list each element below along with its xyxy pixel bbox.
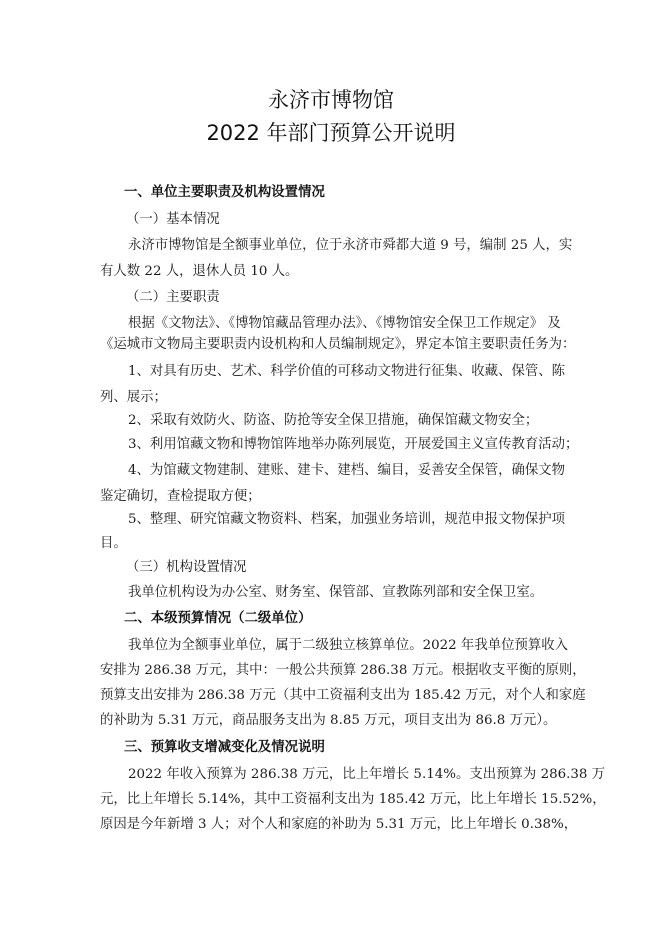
paragraph-line: 2、采取有效防火、防盗、防抢等安全保卫措施，确保馆藏文物安全； (128, 413, 539, 428)
section-1-heading: 一、单位主要职责及机构设置情况 (124, 185, 325, 200)
paragraph-line: 3、利用馆藏文物和博物馆阵地举办陈列展览，开展爱国主义宣传教育活动； (128, 437, 579, 452)
paragraph-line: 目。 (100, 536, 127, 551)
paragraph-line: 安排为 286.38 万元，其中：一般公共预算 286.38 万元。根据收支平衡的原则， (100, 663, 586, 678)
paragraph-line: 我单位为全额事业单位，属于二级独立核算单位。2022 年我单位预算收入 (128, 638, 569, 653)
paragraph-line: 1、对具有历史、艺术、科学价值的可移动文物进行征集、收藏、保管、陈 (128, 364, 566, 379)
subsection-3-heading: （三）机构设置情况 (126, 560, 247, 575)
paragraph-line: 列、展示； (100, 390, 167, 405)
paragraph-line: 有人数 22 人，退休人员 10 人。 (100, 264, 299, 279)
paragraph-line: 永济市博物馆是全额事业单位，位于永济市舜都大道 9 号，编制 25 人，实 (128, 238, 573, 253)
paragraph-line: 我单位机构设为办公室、财务室、保管部、宣教陈列部和安全保卫室。 (128, 585, 544, 600)
paragraph-line: 根据《文物法》、《博物馆藏品管理办法》、《博物馆安全保卫工作规定》 及 (128, 316, 561, 331)
paragraph-line: 5、整理、研究馆藏文物资料、档案，加强业务培训，规范申报文物保护项 (128, 512, 566, 527)
paragraph-line: 《运城市文物局主要职责内设机构和人员编制规定》，界定本馆主要职责任务为： (100, 337, 576, 352)
section-3-heading: 三、预算收支增减变化及情况说明 (124, 740, 325, 755)
paragraph-line: 的补助为 5.31 万元，商品服务支出为 8.85 万元，项目支出为 86.8 万元）。 (100, 713, 557, 728)
doc-title-line-2: 2022 年部门预算公开说明 (206, 121, 456, 145)
paragraph-line: 元，比上年增长 5.14%，其中工资福利支出为 185.42 万元，比上年增长 15.52%， (100, 792, 606, 807)
section-2-heading: 二、本级预算情况（二级单位） (124, 611, 312, 626)
paragraph-line: 2022 年收入预算为 286.38 万元，比上年增长 5.14%。支出预算为 286.38 万 (128, 767, 606, 782)
doc-title-line-1: 永济市博物馆 (268, 88, 394, 112)
subsection-1-heading: （一）基本情况 (126, 212, 220, 227)
paragraph-line: 预算支出安排为 286.38 万元（其中工资福利支出为 185.42 万元，对个人和家庭 (100, 688, 586, 703)
paragraph-line: 4、为馆藏文物建制、建账、建卡、建档、编目，妥善安全保管，确保文物 (128, 463, 566, 478)
paragraph-line: 原因是今年新增 3 人；对个人和家庭的补助为 5.31 万元，比上年增长 0.38%， (100, 817, 578, 832)
paragraph-line: 鉴定确切，查检提取方便； (100, 489, 261, 504)
subsection-2-heading: （二）主要职责 (126, 290, 220, 305)
